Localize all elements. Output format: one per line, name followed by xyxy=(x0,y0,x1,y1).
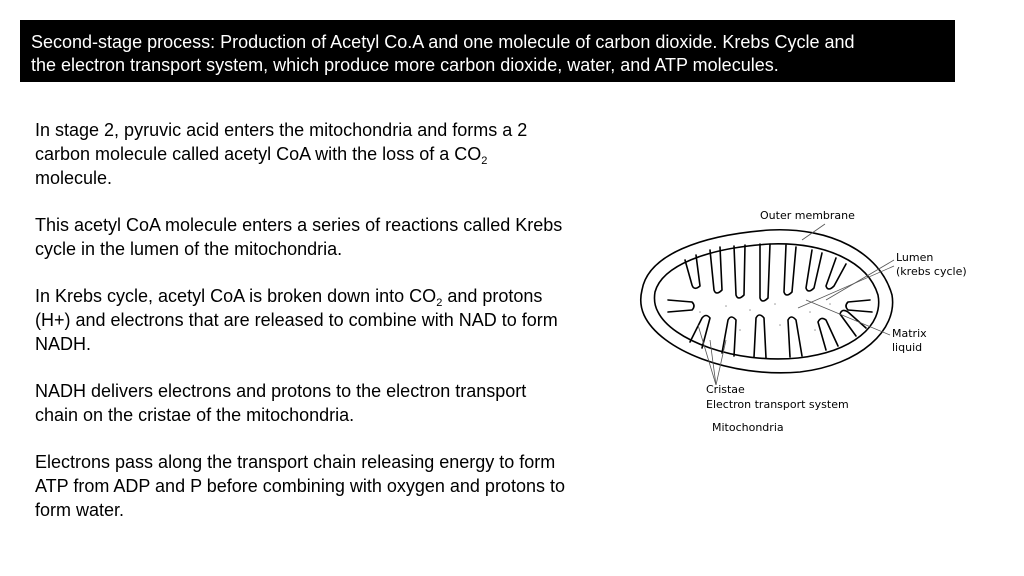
mitochondria-diagram xyxy=(630,200,990,445)
p2-line-2: cycle in the lumen of the mitochondria. xyxy=(35,239,343,259)
paragraph-1 xyxy=(35,118,630,190)
label-liquid: liquid xyxy=(892,341,923,354)
label-lumen: Lumen xyxy=(896,251,934,264)
p5-line-1: Electrons pass along the transport chain releasing energy to form xyxy=(35,452,556,472)
paragraph-2 xyxy=(35,213,630,261)
paragraph-3 xyxy=(35,284,630,356)
label-electron-transport-system: Electron transport system xyxy=(706,398,849,411)
title-line-1: Second-stage process: Production of Acetyl Co.A and one molecule of carbon dioxide. Krebs Cycle and xyxy=(31,32,855,52)
title-line-2: the electron transport system, which produce more carbon dioxide, water, and ATP molecules. xyxy=(31,55,779,75)
p4-line-2: chain on the cristae of the mitochondria. xyxy=(35,405,355,425)
title-banner xyxy=(20,20,955,82)
cristae-top xyxy=(685,244,846,301)
p1-line-1: In stage 2, pyruvic acid enters the mitochondria and forms a 2 xyxy=(35,120,528,140)
paragraph-4 xyxy=(35,379,630,427)
p3-line-2: (H+) and electrons that are released to combine with NAD to form xyxy=(35,310,558,330)
p3-line-1-text: In Krebs cycle, acetyl CoA is broken down into CO xyxy=(35,286,437,306)
crista-right xyxy=(846,300,872,312)
p5-line-3: form water. xyxy=(35,500,125,520)
p4-line-1: NADH delivers electrons and protons to the electron transport xyxy=(35,381,527,401)
label-outer-membrane: Outer membrane xyxy=(760,209,855,222)
p1-line-2 xyxy=(35,142,630,166)
paragraph-5 xyxy=(35,450,630,522)
p5-line-2: ATP from ADP and P before combining with oxygen and protons to xyxy=(35,476,565,496)
label-cristae: Cristae xyxy=(706,383,745,396)
p1-line-3: molecule. xyxy=(35,168,113,188)
label-krebs-cycle: (krebs cycle) xyxy=(896,265,967,278)
crista-left xyxy=(668,300,694,312)
body-text xyxy=(35,118,630,545)
p3-line-3: NADH. xyxy=(35,334,92,354)
label-matrix: Matrix xyxy=(892,327,927,340)
label-mitochondria-caption: Mitochondria xyxy=(712,421,784,434)
co2-subscript: 2 xyxy=(481,155,488,167)
co2-subscript: 2 xyxy=(436,297,443,309)
p2-line-1: This acetyl CoA molecule enters a series of reactions called Krebs xyxy=(35,215,563,235)
p3-line-1 xyxy=(35,284,630,308)
p1-line-2-text: carbon molecule called acetyl CoA with the loss of a CO xyxy=(35,144,482,164)
p3-line-1-post: and protons xyxy=(442,286,543,306)
